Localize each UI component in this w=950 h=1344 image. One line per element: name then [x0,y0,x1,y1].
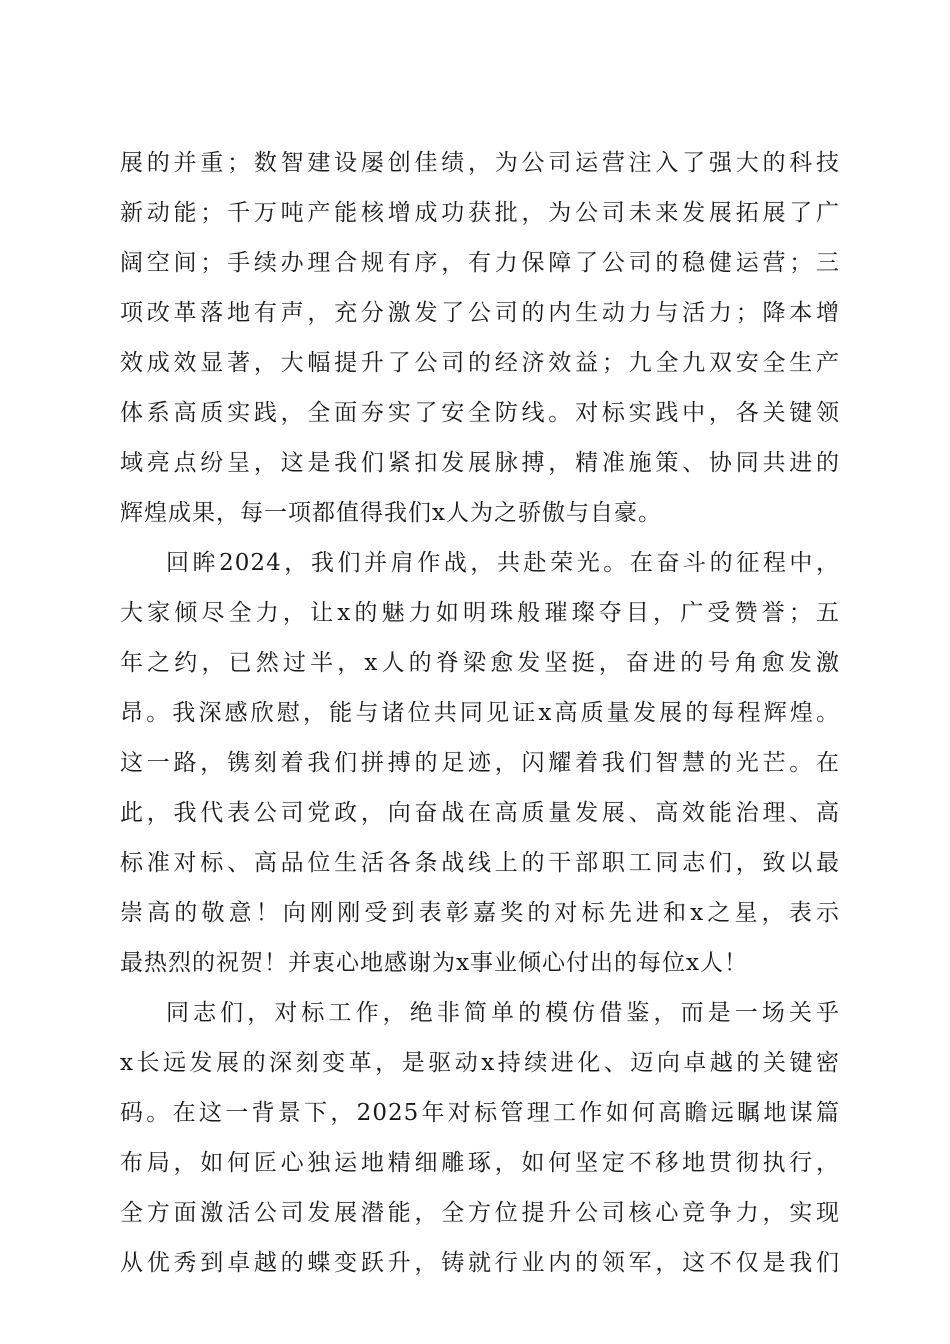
body-text [120,138,840,1288]
paragraph-2-line-7: 标准对标、高品位生活各条战线上的干部职工同志们，致以最 [120,850,840,876]
paragraph-1-line-3: 阔空间；手续办理合规有序，有力保障了公司的稳健运营；三 [120,250,840,276]
paragraph-3-line-2: x长远发展的深刻变革，是驱动x持续进化、迈向卓越的关键密 [120,1050,840,1076]
paragraph-2-line-9: 最热烈的祝贺！并衷心地感谢为x事业倾心付出的每位x人！ [120,950,748,976]
paragraph-3-line-4: 布局，如何匠心独运地精细雕琢，如何坚定不移地贯彻执行， [120,1150,840,1176]
paragraph-1-line-2: 新动能；千万吨产能核增成功获批，为公司未来发展拓展了广 [120,200,840,226]
paragraph-2-line-5: 这一路，镌刻着我们拼搏的足迹，闪耀着我们智慧的光芒。在 [120,750,840,776]
paragraph-2-line-6: 此，我代表公司党政，向奋战在高质量发展、高效能治理、高 [120,800,840,826]
paragraph-1-line-1: 展的并重；数智建设屡创佳绩，为公司运营注入了强大的科技 [120,150,840,176]
paragraph-2-line-4: 昂。我深感欣慰，能与诸位共同见证x高质量发展的每程辉煌。 [120,700,840,726]
paragraph-3-line-1: 同志们，对标工作，绝非简单的模仿借鉴，而是一场关乎 [166,1000,840,1026]
paragraph-2-line-8: 崇高的敬意！向刚刚受到表彰嘉奖的对标先进和x之星，表示 [120,900,840,926]
paragraph-3-line-5: 全方面激活公司发展潜能，全方位提升公司核心竞争力，实现 [120,1200,840,1226]
paragraph-1-line-8: 辉煌成果，每一项都值得我们x人为之骄傲与自豪。 [120,500,662,526]
paragraph-1-line-7: 域亮点纷呈，这是我们紧扣发展脉搏，精准施策、协同共进的 [120,450,840,476]
paragraph-2-line-2: 大家倾尽全力，让x的魅力如明珠般璀璨夺目，广受赞誉；五 [120,600,840,626]
paragraph-1-line-6: 体系高质实践，全面夯实了安全防线。对标实践中，各关键领 [120,400,840,426]
paragraph-1-line-5: 效成效显著，大幅提升了公司的经济效益；九全九双安全生产 [120,350,840,376]
paragraph-2-line-3: 年之约，已然过半，x人的脊梁愈发坚挺，奋进的号角愈发激 [120,650,840,676]
paragraph-1-line-4: 项改革落地有声，充分激发了公司的内生动力与活力；降本增 [120,300,840,326]
paragraph-2-line-1: 回眸2024，我们并肩作战，共赴荣光。在奋斗的征程中， [166,550,840,576]
paragraph-3-line-3: 码。在这一背景下，2025年对标管理工作如何高瞻远瞩地谋篇 [120,1100,840,1126]
paragraph-3-line-6: 从优秀到卓越的蝶变跃升，铸就行业内的领军，这不仅是我们 [120,1250,840,1276]
